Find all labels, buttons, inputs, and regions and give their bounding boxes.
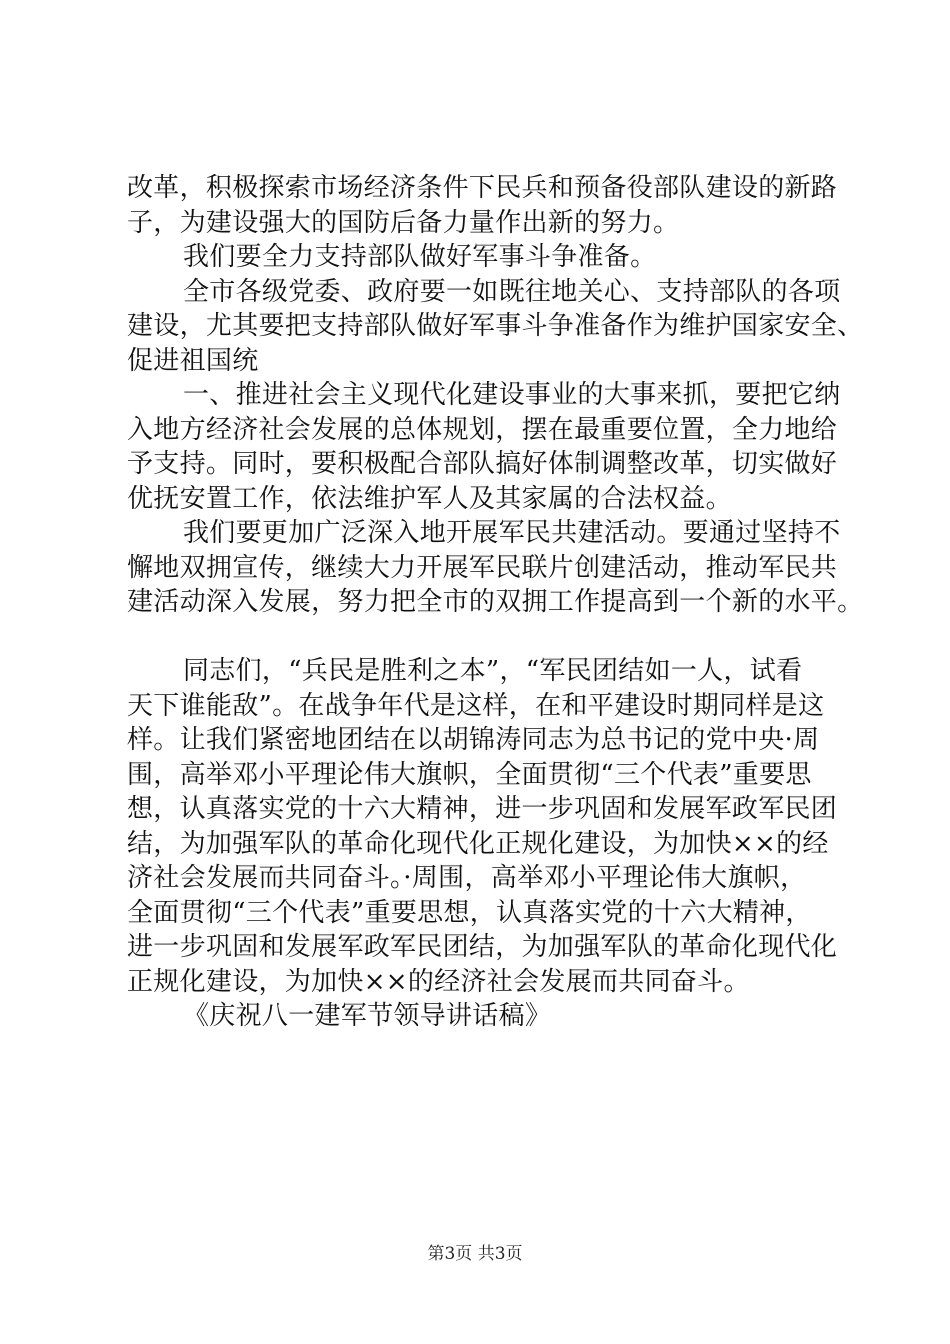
text-line: 建活动深入发展，努力把全市的双拥工作提高到一个新的水平。 xyxy=(127,587,864,617)
text-line: 予支持。同时，要积极配合部队搞好体制调整改革，切实做好 xyxy=(127,449,838,479)
text-line: 济社会发展而共同奋斗。·周围，高举邓小平理论伟大旗帜， xyxy=(127,863,807,893)
text-line: 天下谁能敌”。在战争年代是这样，在和平建设时期同样是这 xyxy=(127,690,825,721)
text-line: 优抚安置工作，依法维护军人及其家属的合法权益。 xyxy=(127,483,732,514)
text-line: 全面贯彻“三个代表”重要思想，认真落实党的十六大精神， xyxy=(127,897,812,928)
text-line: 样。让我们紧密地团结在以胡锦涛同志为总书记的党中央·周 xyxy=(127,725,820,755)
text-line: 建设，尤其要把支持部队做好军事斗争准备作为维护国家安全、 xyxy=(127,311,864,341)
text-line: 促进祖国统 xyxy=(127,345,259,376)
text-line: 改革，积极探索市场经济条件下民兵和预备役部队建设的新路 xyxy=(127,173,838,203)
text-line: 围，高举邓小平理论伟大旗帜，全面贯彻“三个代表”重要思 xyxy=(127,759,812,790)
text-line: 一、推进社会主义现代化建设事业的大事来抓，要把它纳 xyxy=(183,380,841,410)
text-line: 正规化建设，为加快××的经济社会发展而共同奋斗。 xyxy=(127,966,750,997)
document-title-reference: 《庆祝八一建军节领导讲话稿》 xyxy=(183,1001,552,1031)
text-line: 子，为建设强大的国防后备力量作出新的努力。 xyxy=(127,207,680,238)
page-number-footer: 第3页 共3页 xyxy=(427,1244,523,1264)
text-line: 入地方经济社会发展的总体规划，摆在最重要位置，全力地给 xyxy=(127,414,838,445)
text-line: 进一步巩固和发展军政军民团结，为加强军队的革命化现代化 xyxy=(127,932,838,962)
paragraph-gap xyxy=(127,620,857,655)
text-line: 懈地双拥宣传，继续大力开展军民联片创建活动，推动军民共 xyxy=(127,552,838,583)
text-line: 我们要全力支持部队做好军事斗争准备。 xyxy=(183,242,657,272)
text-line: 我们要更加广泛深入地开展军民共建活动。要通过坚持不 xyxy=(183,518,841,548)
text-line: 全市各级党委、政府要一如既往地关心、支持部队的各项 xyxy=(183,276,841,307)
text-line: 同志们，“兵民是胜利之本”，“军民团结如一人，试看 xyxy=(183,656,803,686)
text-line: 想，认真落实党的十六大精神，进一步巩固和发展军政军民团 xyxy=(127,794,838,824)
text-line: 结，为加强军队的革命化现代化正规化建设，为加快××的经 xyxy=(127,828,829,859)
document-body xyxy=(127,171,864,1034)
